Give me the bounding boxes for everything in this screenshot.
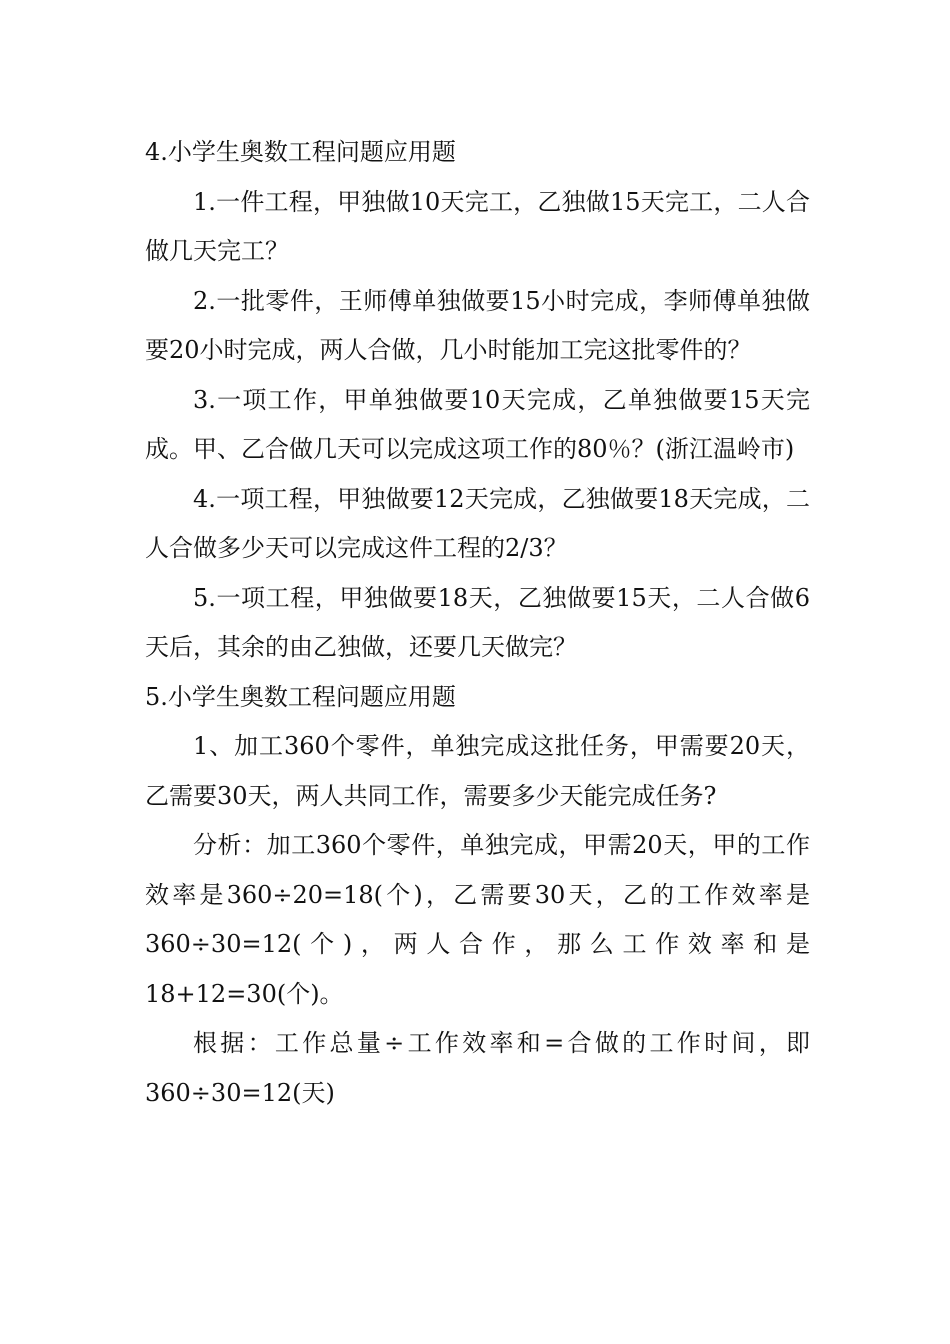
solution-paragraph: 根据：工作总量÷工作效率和=合做的工作时间，即360÷30=12(天) — [145, 1029, 810, 1107]
problem-paragraph: 2.一批零件，王师傅单独做要15小时完成，李师傅单独做要20小时完成，两人合做，几小时能加工完这批零件的？ — [145, 286, 810, 364]
section-4 — [145, 128, 810, 673]
problem-paragraph: 1、加工360个零件，单独完成这批任务，甲需要20天，乙需要30天，两人共同工作，需要多少天能完成任务? — [145, 732, 810, 810]
section-5 — [145, 673, 810, 1119]
section-heading: 5.小学生奥数工程问题应用题 — [145, 682, 456, 711]
problem-paragraph: 3.一项工作，甲单独做要10天完成，乙单独做要15天完成。甲、乙合做几天可以完成这项工作的80％？(浙江温岭市) — [145, 385, 810, 463]
problem-paragraph: 5.一项工程，甲独做要18天，乙独做要15天，二人合做6天后，其余的由乙独做，还要几天做完？ — [145, 583, 810, 661]
problem-paragraph: 1.一件工程，甲独做10天完工，乙独做15天完工，二人合做几天完工？ — [145, 187, 810, 265]
problem-paragraph: 4.一项工程，甲独做要12天完成，乙独做要18天完成，二人合做多少天可以完成这件工程的2/3？ — [145, 484, 810, 562]
section-heading: 4.小学生奥数工程问题应用题 — [145, 138, 456, 166]
analysis-paragraph: 分析：加工360个零件，单独完成，甲需20天，甲的工作效率是360÷20=18(个)，乙需要30天，乙的工作效率是360÷30=12(个)，两人合作，那么工作效率和是18+12=30(个)。 — [145, 831, 810, 1008]
document-body — [145, 128, 810, 1118]
